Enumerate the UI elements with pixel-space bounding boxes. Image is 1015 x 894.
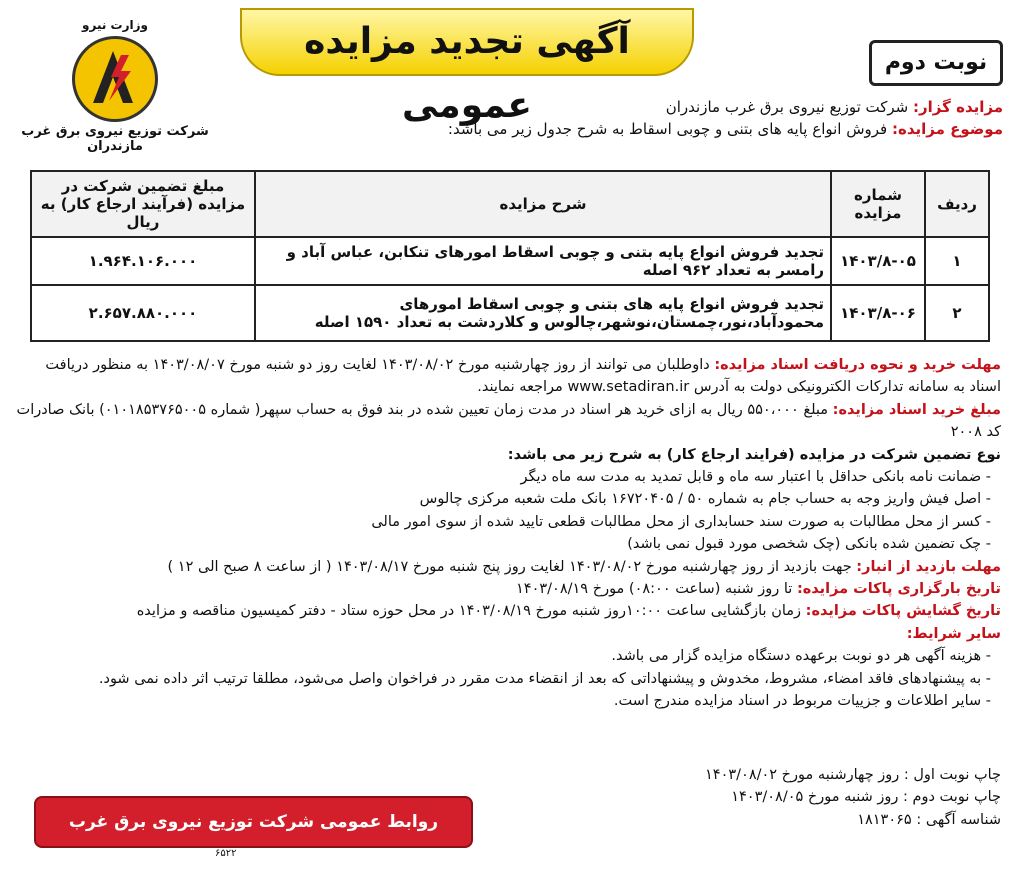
deadline-text: داوطلبان می توانند از روز چهارشنبه مورخ ۱۴۰۳/۰۸/۰۲ لغایت روز دو شنبه مورخ ۱۴۰۳/۰۸/۰۷ به منظور دریافت اسناد به سامانه تدارکات الکترونیکی دولت به آدرس www.setadiran.ir مراجعه نمایند. [45, 357, 1001, 396]
visit-paragraph [11, 556, 1001, 578]
table-cell: ۱.۹۶۴.۱۰۶.۰۰۰ [31, 237, 255, 285]
footer-code: ۶۵۲۲ [215, 848, 237, 859]
table-header-row [31, 171, 989, 237]
opening-text: زمان بازگشایی ساعت ۱۰:۰۰روز شنبه مورخ ۱۴۰۳/۰۸/۱۹ در محل حوزه ستاد - دفتر کمیسیون مناقصه و مزایده [136, 603, 802, 620]
deadline-label: مهلت خرید و نحوه دریافت اسناد مزایده: [714, 357, 1001, 373]
price-paragraph [11, 399, 1001, 444]
subject-label: موضوع مزایده: [892, 120, 1003, 138]
table-header: مبلغ تضمین شرکت در مزایده (فرآیند ارجاع کار) به ریال [31, 171, 255, 237]
opening-paragraph [11, 600, 1001, 622]
visit-text: جهت بازدید از روز چهارشنبه مورخ ۱۴۰۳/۰۸/۰۲ لغایت روز پنج شنبه مورخ ۱۴۰۳/۰۸/۱۷ ( از ساعت ۸ صبح الی ۱۲ ) [167, 558, 852, 575]
price-text: مبلغ ۵۵۰،۰۰۰ ریال به ازای خرید هر اسناد در مدت زمان تعیین شده در بند فوق به حساب سپهر( شماره ۰۱۰۱۸۵۳۷۶۵۰۰۵) بانک صادرات کد ۲۰۰۸ [16, 401, 1001, 441]
auctioneer-label: مزایده گزار: [913, 98, 1003, 116]
round-badge: نوبت دوم [869, 40, 1003, 86]
table-cell: ۱ [925, 237, 989, 285]
list-item: - به پیشنهادهای فاقد امضاء، مشروط، مخدوش و پیشنهاداتی که بعد از انقضاء مدت مقرر در فراخوان واصل می‌شود، مطلقا ترتیب اثر داده نمی شود. [98, 670, 991, 687]
table-header: ردیف [925, 171, 989, 237]
subject-value: فروش انواع پایه های بتنی و چوبی اسقاط به شرح جدول زیر می باشد: [447, 120, 888, 138]
table-header: شرح مزایده [255, 171, 831, 237]
table-row [31, 237, 989, 285]
subject-line [263, 118, 1003, 140]
intro-section [263, 96, 1003, 140]
upload-label: تاریخ بارگزاری پاکات مزایده: [796, 581, 1001, 598]
list-item: - هزینه آگهی هر دو نوبت برعهده دستگاه مزایده گزار می باشد. [611, 648, 991, 665]
auctioneer-value: شرکت توزیع نیروی برق غرب مازندران [665, 98, 909, 116]
public-relations-footer: روابط عمومی شرکت توزیع نیروی برق غرب مازندران [34, 796, 473, 848]
auctioneer-line [263, 96, 1003, 118]
title-banner [240, 8, 694, 126]
table-cell: تجدید فروش انواع پایه های بتنی و چوبی اسقاط امورهای محمودآباد،نور،چمستان،نوشهر،چالوس و کلاردشت به تعداد ۱۵۹۰ اصله [255, 285, 831, 341]
print-first: چاپ نوبت اول : روز چهارشنبه مورخ ۱۴۰۳/۰۸/۰۲ [705, 767, 1001, 783]
list-item: - ضمانت نامه بانکی حداقل با اعتبار سه ماه و قابل تمدید به مدت سه ماه دیگر [520, 469, 991, 486]
price-label: مبلغ خرید اسناد مزایده: [832, 401, 1001, 418]
table-cell: ۲ [925, 285, 989, 341]
opening-label: تاریخ گشایش پاکات مزایده: [805, 603, 1001, 620]
visit-label: مهلت بازدید از انبار: [856, 558, 1001, 575]
table-cell: تجدید فروش انواع پایه بتنی و چوبی اسقاط امورهای تنکابن، عباس آباد و رامسر به تعداد ۹۶۲ اصله [255, 237, 831, 285]
table-header: شماره مزایده [831, 171, 925, 237]
list-item: - اصل فیش واریز وجه به حساب جام به شماره ۵۰ / ۱۶۷۲۰۴۰۵ بانک ملت شعبه مرکزی چالوس [419, 491, 991, 508]
table-cell: ۱۴۰۳/۸-۰۵ [831, 237, 925, 285]
other-label: سایر شرایط: [906, 625, 1001, 642]
print-second: چاپ نوبت دوم : روز شنبه مورخ ۱۴۰۳/۰۸/۰۵ [731, 789, 1001, 806]
print-info [705, 764, 1001, 831]
ministry-label: وزارت نیرو [82, 18, 148, 32]
conditions-section [11, 354, 1001, 713]
notice-id: شناسه آگهی : ۱۸۱۳۰۶۵ [857, 811, 1001, 828]
auction-table [30, 170, 990, 342]
deadline-paragraph [11, 354, 1001, 399]
upload-text: تا روز شنبه (ساعت ۰۸:۰۰) مورخ ۱۴۰۳/۰۸/۱۹ [516, 581, 793, 598]
power-company-emblem-icon [72, 36, 158, 122]
upload-paragraph [11, 578, 1001, 600]
company-logo [20, 18, 210, 158]
guarantee-heading: نوع تضمین شرکت در مزایده (فرایند ارجاع کار) به شرح زیر می باشد: [507, 446, 1001, 463]
list-item: - سایر اطلاعات و جزییات مربوط در اسناد مزایده مندرج است. [613, 693, 991, 710]
page-title: آگهی تجدید مزایده عمومی [304, 21, 630, 126]
table-row [31, 285, 989, 341]
other-heading [11, 623, 1001, 645]
list-item: - کسر از محل مطالبات به صورت سند حسابداری از محل مطالبات قطعی تایید شده از سوی امور مالی [371, 513, 991, 530]
list-item: - چک تضمین شده بانکی (چک شخصی مورد قبول نمی باشد) [627, 536, 991, 553]
table-cell: ۲.۶۵۷.۸۸۰.۰۰۰ [31, 285, 255, 341]
company-name: شرکت توزیع نیروی برق غرب مازندران [21, 124, 209, 154]
table-cell: ۱۴۰۳/۸-۰۶ [831, 285, 925, 341]
